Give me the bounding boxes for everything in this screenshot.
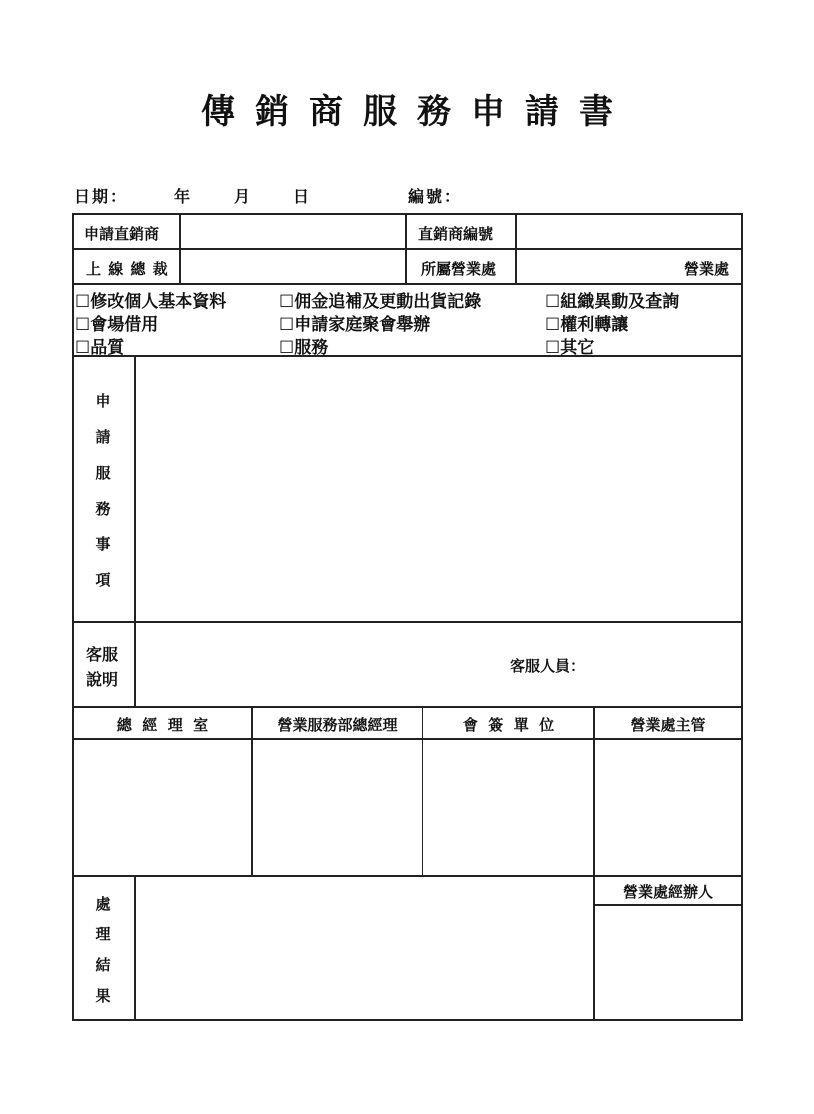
option-organization-change[interactable] bbox=[545, 287, 679, 312]
branch-head-signature[interactable] bbox=[595, 740, 741, 874]
option-label: 服務 bbox=[294, 338, 329, 358]
cs-label-line2: 說明 bbox=[86, 670, 119, 689]
option-service[interactable] bbox=[279, 333, 328, 358]
option-rights-transfer[interactable] bbox=[545, 310, 628, 335]
upline-label: 上 線 總 裁 bbox=[86, 260, 169, 278]
date-label: 日期： bbox=[74, 187, 129, 206]
option-home-party[interactable] bbox=[279, 310, 430, 335]
month-label: 月 bbox=[234, 187, 253, 206]
option-label: 其它 bbox=[560, 338, 595, 358]
checkbox-icon[interactable]: ☐ bbox=[545, 338, 561, 358]
countersign-signature[interactable] bbox=[424, 740, 593, 874]
request-details-field[interactable] bbox=[137, 358, 740, 620]
option-venue-borrow[interactable] bbox=[75, 310, 158, 335]
option-label: 權利轉讓 bbox=[560, 315, 629, 335]
upline-field[interactable] bbox=[182, 250, 404, 282]
checkbox-icon[interactable]: ☐ bbox=[75, 315, 91, 335]
applicant-field[interactable] bbox=[182, 215, 404, 247]
cs-label-line1: 客服 bbox=[86, 645, 119, 664]
checkbox-icon[interactable]: ☐ bbox=[75, 338, 91, 358]
option-other[interactable] bbox=[545, 333, 594, 358]
sales-service-gm-signature[interactable] bbox=[253, 740, 422, 874]
number-label: 編號： bbox=[408, 187, 463, 206]
option-label: 佣金追補及更動出貨記錄 bbox=[294, 292, 482, 312]
sales-service-gm-label: 營業服務部總經理 bbox=[277, 716, 398, 734]
option-label: 品質 bbox=[90, 338, 125, 358]
checkbox-icon[interactable]: ☐ bbox=[545, 292, 561, 312]
option-label: 會場借用 bbox=[90, 315, 159, 335]
option-quality[interactable] bbox=[75, 333, 124, 358]
gm-office-label: 總 經 理 室 bbox=[116, 716, 209, 734]
checkbox-icon[interactable]: ☐ bbox=[545, 315, 561, 335]
countersign-label: 會 簽 單 位 bbox=[462, 716, 555, 734]
handler-label: 營業處經辦人 bbox=[622, 883, 713, 901]
applicant-label: 申請直銷商 bbox=[84, 225, 160, 243]
gm-office-signature[interactable] bbox=[74, 740, 251, 874]
branch-label: 所屬營業處 bbox=[421, 260, 497, 278]
distributor-no-label: 直銷商編號 bbox=[418, 225, 494, 243]
checkbox-icon[interactable]: ☐ bbox=[279, 338, 295, 358]
option-label: 申請家庭聚會舉辦 bbox=[294, 315, 431, 335]
distributor-no-field[interactable] bbox=[518, 215, 740, 247]
option-label: 組織異動及查詢 bbox=[560, 292, 680, 312]
handler-signature[interactable] bbox=[595, 907, 741, 1018]
day-label: 日 bbox=[293, 187, 312, 206]
cs-explanation-field[interactable] bbox=[137, 624, 740, 705]
year-label: 年 bbox=[174, 187, 193, 206]
option-label: 修改個人基本資料 bbox=[90, 292, 227, 312]
checkbox-icon[interactable]: ☐ bbox=[75, 292, 91, 312]
cs-staff-label: 客服人員： bbox=[510, 657, 586, 675]
option-commission-records[interactable] bbox=[279, 287, 481, 312]
checkbox-icon[interactable]: ☐ bbox=[279, 292, 295, 312]
branch-suffix: 營業處 bbox=[684, 260, 730, 278]
checkbox-icon[interactable]: ☐ bbox=[279, 315, 295, 335]
page-title: 傳銷商服務申請書 bbox=[201, 92, 633, 132]
option-edit-profile[interactable] bbox=[75, 287, 226, 312]
result-field[interactable] bbox=[137, 878, 592, 1018]
branch-head-label: 營業處主管 bbox=[630, 716, 706, 734]
